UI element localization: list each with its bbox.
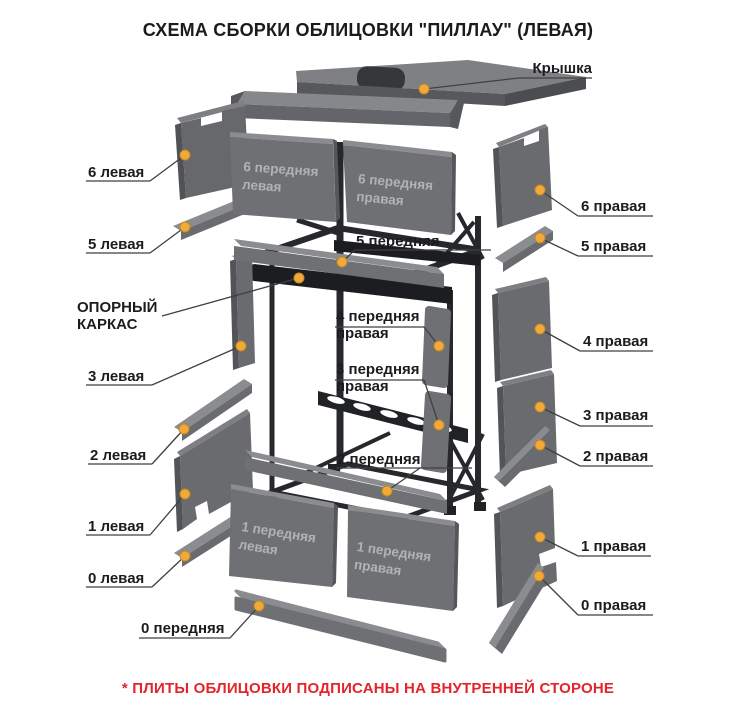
dot-right-5 [535, 233, 545, 243]
dot-right-6 [535, 185, 545, 195]
dot-front-2 [382, 486, 392, 496]
callout-right-3: 3 правая [583, 407, 649, 424]
callout-support-frame: ОПОРНЫЙ КАРКАС [77, 299, 158, 333]
panel-label-front-left-1: 1 передняя левая [237, 518, 318, 558]
dot-front-right-4 [434, 341, 444, 351]
callout-left-6: 6 левая [88, 164, 145, 181]
callout-front-5: 5 передняя [356, 233, 440, 250]
dot-left-3 [236, 341, 246, 351]
dot-front-5 [337, 257, 347, 267]
dot-right-3 [535, 402, 545, 412]
part-side-right-5 [495, 226, 553, 272]
dot-front-right-3 [434, 420, 444, 430]
footnote: * ПЛИТЫ ОБЛИЦОВКИ ПОДПИСАНЫ НА ВНУТРЕННЕЙ СТОРОНЕ [121, 680, 615, 697]
dot-lid [419, 84, 429, 94]
dot-right-2 [535, 440, 545, 450]
callout-left-5: 5 левая [88, 236, 145, 253]
callout-right-4: 4 правая [583, 333, 649, 350]
dot-support-frame [294, 273, 304, 283]
callout-left-3: 3 левая [88, 368, 145, 385]
part-panel-3-front-right [425, 395, 447, 469]
dot-left-1 [180, 489, 190, 499]
callout-front-right-3: 3 передняя правая [336, 361, 420, 395]
dot-front-0 [254, 601, 264, 611]
callout-right-0: 0 правая [581, 597, 647, 614]
callout-front-right-4: 4 передняя правая [336, 308, 420, 342]
callout-left-2: 2 левая [90, 447, 147, 464]
callout-front-0: 0 передняя [141, 620, 225, 637]
panel-label-front-right-1: 1 передняя правая [353, 538, 433, 578]
dot-left-5 [180, 222, 190, 232]
callout-right-5: 5 правая [581, 238, 647, 255]
dot-right-4 [535, 324, 545, 334]
callout-lid: Крышка [532, 60, 592, 77]
part-side-right-6 [493, 124, 552, 228]
dot-left-2 [179, 424, 189, 434]
callout-right-1: 1 правая [581, 538, 647, 555]
panel-label-front-right-6: 6 передняя правая [355, 170, 434, 208]
dot-left-0 [180, 551, 190, 561]
callout-right-2: 2 правая [583, 448, 649, 465]
dot-right-0 [534, 571, 544, 581]
dot-right-1 [535, 532, 545, 542]
page-title: СХЕМА СБОРКИ ОБЛИЦОВКИ "ПИЛЛАУ" (ЛЕВАЯ) [142, 20, 594, 40]
callout-right-6: 6 правая [581, 198, 647, 215]
callout-front-2: 2 передняя [337, 451, 421, 468]
callout-left-0: 0 левая [88, 570, 145, 587]
callout-left-1: 1 левая [88, 518, 145, 535]
part-side-left-3 [230, 250, 255, 370]
panel-label-front-left-6: 6 передняя левая [241, 158, 319, 195]
dot-left-6 [180, 150, 190, 160]
